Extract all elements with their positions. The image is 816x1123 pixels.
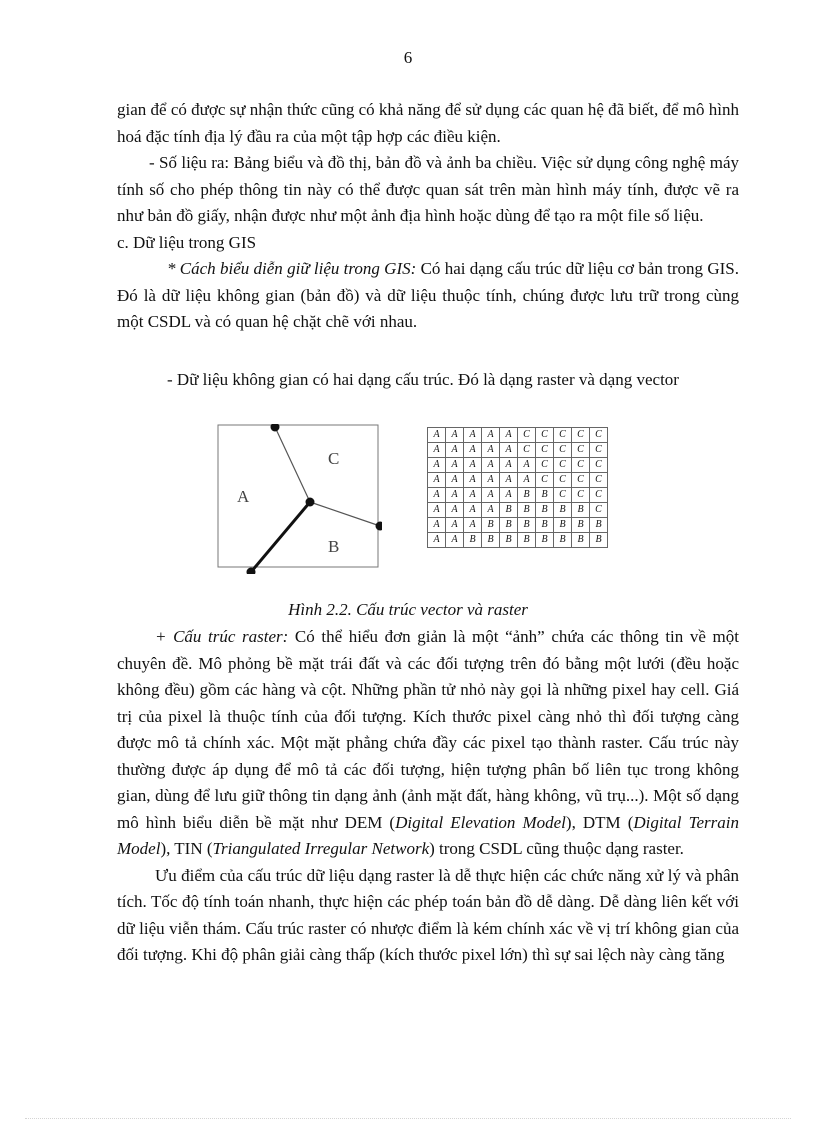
raster-cell: A [464,428,482,443]
raster-cell: C [536,428,554,443]
raster-cell: A [446,488,464,503]
raster-cell: A [464,458,482,473]
raster-cell: B [572,503,590,518]
raster-cell: A [428,443,446,458]
raster-cell: B [518,533,536,548]
text-block-mid [117,367,739,394]
vector-node [306,498,315,507]
vector-edge-bottom [251,502,310,572]
raster-cell: B [572,518,590,533]
raster-cell: C [590,458,608,473]
raster-cell: C [572,473,590,488]
raster-structure-sep1: ), DTM ( [565,812,634,832]
raster-row [428,533,608,548]
raster-cell: C [554,473,572,488]
raster-cell: A [446,503,464,518]
vector-edge-top [275,427,310,502]
raster-cell: B [500,518,518,533]
raster-structure-text: Có thể hiểu đơn giản là một “ảnh” chứa các thông tin về một chuyên đề. Mô phỏng bề mặt trái đất và các đối tượng trên đó bằng một lưới (đều hoặc không đều) gồm các hàng và cột. Những phần tử nhỏ này gọi là những pixel hay cell. Giá trị của pixel là thuộc tính của đối tượng. Kích thước pixel càng nhỏ thì đối tượng càng được mô tả chính xác. Một mặt phẳng chứa đầy các pixel tạo thành raster. Cấu trúc này thường được áp dụng để mô tả các đối tượng, hiện tượng phân bố liên tục trong không gian, dùng để lưu giữ thông tin dạng ảnh (ảnh mặt đất, hàng không, vũ trụ...). Một số dạng mô hình biểu diễn bề mặt như DEM ( [117,627,739,832]
raster-cell: B [536,488,554,503]
dem-term: Digital Elevation Model [395,812,566,832]
raster-cell: C [590,473,608,488]
raster-row [428,428,608,443]
raster-cell: B [590,518,608,533]
raster-cell: B [536,533,554,548]
raster-cell: A [482,428,500,443]
raster-cell: C [572,458,590,473]
raster-cell: A [446,473,464,488]
raster-cell: C [536,473,554,488]
raster-cell: B [518,503,536,518]
raster-cell: C [554,428,572,443]
raster-cell: C [590,443,608,458]
paragraph-continuation: gian để có được sự nhận thức cũng có khả năng để sử dụng các quan hệ đã biết, để mô hình hoá đặc tính địa lý đầu ra của một tập hợp các điều kiện. [117,100,739,146]
raster-cell: A [446,458,464,473]
page-number: 6 [403,48,413,67]
paragraph-raster-advantages: Ưu điểm của cấu trúc dữ liệu dạng raster là dễ thực hiện các chức năng xử lý và phân tích. Tốc độ tính toán nhanh, thực hiện các phép toán bản đồ dễ dàng. Dễ dàng liên kết với dữ liệu viễn thám. Cấu trúc raster có nhược điểm là kém chính xác về vị trí không gian của đối tượng. Khi độ phân giải càng thấp (kích thước pixel lớn) thì sự sai lệch này càng tăng [117,865,739,964]
raster-cell: A [428,518,446,533]
raster-cell: B [482,533,500,548]
raster-cell: C [590,488,608,503]
paragraph-spatial-data: - Dữ liệu không gian có hai dạng cấu trúc. Đó là dạng raster và dạng vector [167,370,679,389]
representation-text: Có hai dạng cấu trúc dữ liệu cơ bản trong GIS. Đó là dữ liệu không gian (bản đồ) và dữ liệu thuộc tính, chúng được lưu trữ trong cùng một CSDL và có quan hệ chặt chẽ với nhau. [117,259,739,331]
raster-cell: B [500,503,518,518]
raster-cell: A [464,503,482,518]
vector-diagram [217,424,382,574]
vector-label-a: A [237,487,250,506]
raster-row [428,488,608,503]
paragraph-raster-structure [117,624,739,863]
tin-term: Triangulated Irregular Network [212,839,430,858]
raster-grid [427,427,608,548]
raster-row [428,458,608,473]
raster-cell: A [428,488,446,503]
raster-cell: C [572,428,590,443]
raster-cell: A [446,443,464,458]
vector-edge-right [310,502,380,526]
paragraph-output-data: - Số liệu ra: Bảng biểu và đồ thị, bản đồ và ảnh ba chiều. Việc sử dụng công nghệ máy tính số cho phép thông tin này có thể được quan sát trên màn hình máy tính, được vẽ ra như bản đồ giấy, nhận được như một ảnh địa hình hoặc dùng để tạo ra một file số liệu. [117,153,739,225]
raster-cell: A [446,533,464,548]
figure-vector-raster [0,424,816,584]
raster-cell: B [554,518,572,533]
raster-cell: A [500,488,518,503]
raster-cell: A [482,443,500,458]
raster-cell: C [554,458,572,473]
raster-cell: A [482,488,500,503]
representation-label: * Cách biểu diễn giữ liệu trong GIS: [167,259,417,278]
page-footer-rule [25,1118,791,1119]
raster-cell: A [500,428,518,443]
raster-cell: A [428,473,446,488]
raster-cell: A [464,518,482,533]
raster-cell: A [428,458,446,473]
raster-cell: A [446,428,464,443]
raster-cell: A [428,428,446,443]
raster-cell: C [572,443,590,458]
dtm-term: Digital Terrain Model [117,812,739,858]
raster-cell: A [428,533,446,548]
raster-cell: B [482,518,500,533]
raster-row [428,443,608,458]
raster-cell: B [536,518,554,533]
raster-cell: A [482,473,500,488]
vector-label-c: C [328,449,340,468]
raster-structure-sep2: ), TIN ( [160,839,213,858]
raster-cell: C [536,443,554,458]
raster-cell: A [482,458,500,473]
raster-cell: C [554,488,572,503]
raster-cell: C [518,428,536,443]
raster-cell: C [518,443,536,458]
raster-cell: A [464,488,482,503]
raster-cell: B [536,503,554,518]
paragraph-representation [117,256,739,336]
raster-cell: A [518,473,536,488]
raster-row [428,503,608,518]
raster-cell: B [554,503,572,518]
raster-cell: A [482,503,500,518]
raster-row [428,473,608,488]
raster-cell: A [446,518,464,533]
raster-cell: B [554,533,572,548]
raster-structure-label: + Cấu trúc raster: [155,627,289,646]
section-heading-c: c. Dữ liệu trong GIS [117,232,257,252]
raster-cell: A [464,473,482,488]
raster-cell: A [464,443,482,458]
raster-cell: B [518,488,536,503]
vector-node [376,522,383,531]
raster-cell: A [500,473,518,488]
raster-cell: B [464,533,482,548]
raster-cell: C [554,443,572,458]
raster-cell: A [500,458,518,473]
raster-cell: A [500,443,518,458]
figure-caption: Hình 2.2. Cấu trúc vector và raster [288,600,528,619]
raster-structure-end: ) trong CSDL cũng thuộc dạng raster. [429,839,684,858]
vector-node [271,424,280,432]
text-block-top [117,97,739,336]
raster-cell: C [590,503,608,518]
raster-cell: C [536,458,554,473]
raster-cell: B [590,533,608,548]
raster-cell: A [428,503,446,518]
raster-cell: C [590,428,608,443]
vector-label-b: B [328,537,340,556]
raster-cell: C [572,488,590,503]
raster-cell: B [500,533,518,548]
raster-cell: B [572,533,590,548]
raster-row [428,518,608,533]
raster-cell: B [518,518,536,533]
text-block-bottom [117,624,739,969]
raster-cell: A [518,458,536,473]
